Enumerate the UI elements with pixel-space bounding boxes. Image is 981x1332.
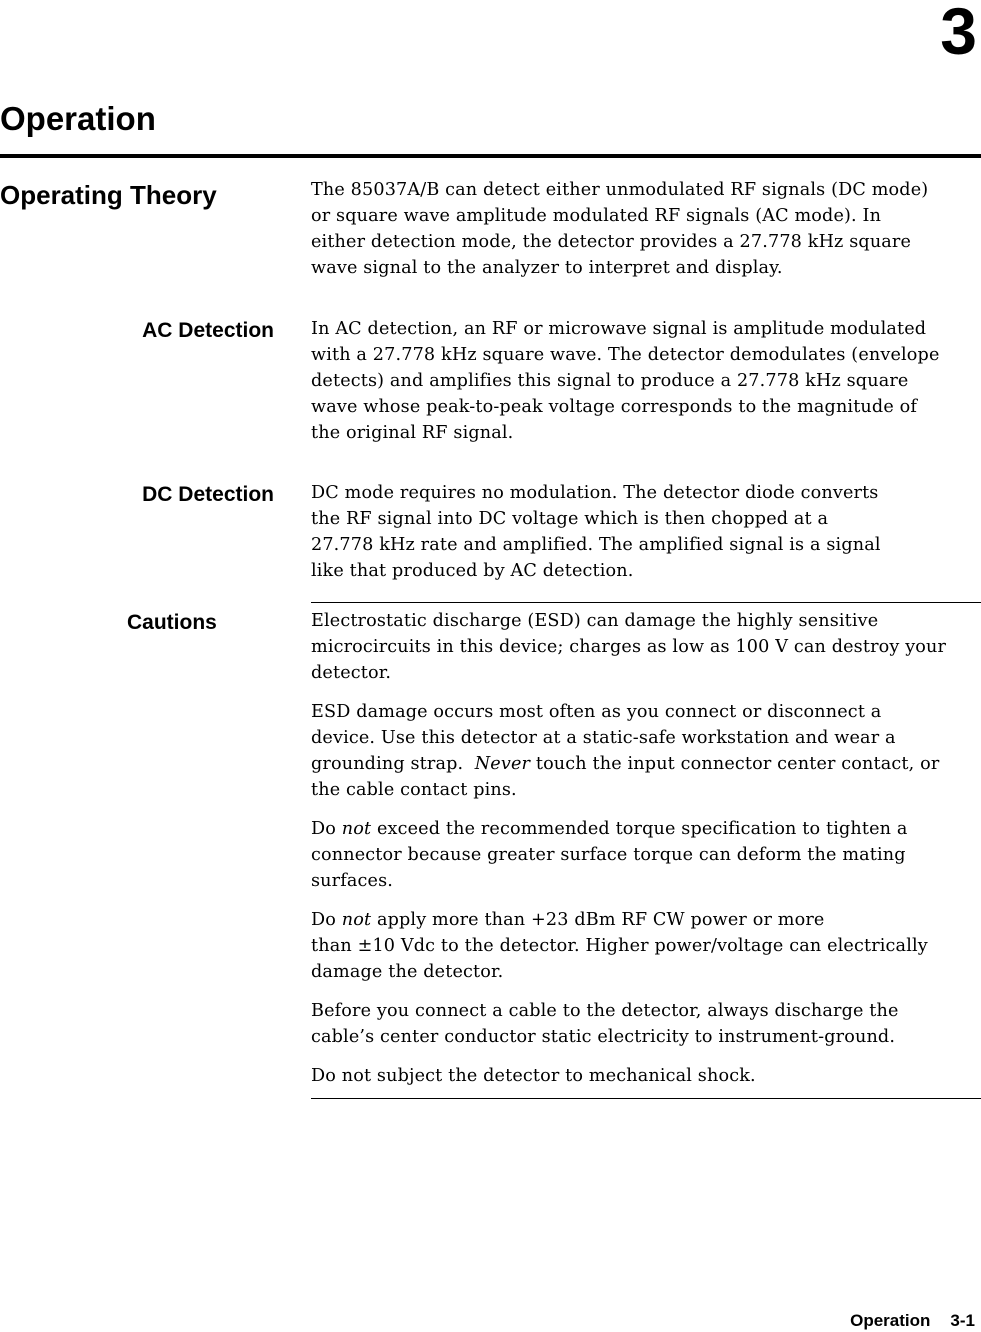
text-line: than ±10 Vdc to the detector. Higher power/voltage can electrically: [311, 936, 928, 956]
text-line: wave whose peak-to-peak voltage corresponds to the magnitude of: [311, 397, 918, 417]
text-line: with a 27.778 kHz square wave. The detector demodulates (envelope: [311, 345, 940, 365]
text-line: like that produced by AC detection.: [311, 561, 634, 581]
cautions-body: [311, 608, 981, 1089]
text-line: the original RF signal.: [311, 423, 514, 443]
text-line: [311, 751, 981, 777]
dc-detection-body: [311, 480, 981, 584]
dc-detection-heading: DC Detection: [142, 483, 274, 506]
operating-theory-heading: Operating Theory: [0, 180, 217, 210]
emphasis-never: Never: [474, 754, 531, 774]
text-line: [311, 907, 981, 933]
text-line: device. Use this detector at a static-safe workstation and wear a: [311, 728, 896, 748]
operating-theory-body: [311, 177, 981, 281]
text-line: or square wave amplitude modulated RF signals (AC mode). In: [311, 206, 882, 226]
cautions-top-rule: [311, 602, 981, 603]
chapter-title: Operation: [0, 100, 156, 137]
text-line: the RF signal into DC voltage which is then chopped at a: [311, 509, 829, 529]
page-number: 3-1: [950, 1311, 975, 1330]
footer-section-name: Operation: [850, 1311, 931, 1330]
text-line: either detection mode, the detector provides a 27.778 kHz square: [311, 232, 912, 252]
cautions-bottom-rule: [311, 1098, 981, 1099]
text-line: microcircuits in this device; charges as low as 100 V can destroy your: [311, 637, 947, 657]
text-line: In AC detection, an RF or microwave signal is amplitude modulated: [311, 319, 927, 339]
text-line: damage the detector.: [311, 962, 504, 982]
text-line: 27.778 kHz rate and amplified. The amplified signal is a signal: [311, 535, 881, 555]
text-line: surfaces.: [311, 871, 394, 891]
text-run: Do: [311, 819, 336, 839]
title-rule: [0, 154, 981, 158]
text-run: Do: [311, 910, 336, 930]
text-line: Do not subject the detector to mechanical shock.: [311, 1066, 756, 1086]
text-line: wave signal to the analyzer to interpret and display.: [311, 258, 783, 278]
emphasis-not: not: [341, 819, 372, 839]
text-line: connector because greater surface torque can deform the mating: [311, 845, 906, 865]
text-line: [311, 816, 981, 842]
text-line: detects) and amplifies this signal to produce a 27.778 kHz square: [311, 371, 909, 391]
chapter-number: 3: [940, 0, 977, 68]
text-line: Electrostatic discharge (ESD) can damage the highly sensitive: [311, 611, 879, 631]
cautions-heading: Cautions: [127, 611, 217, 634]
text-run: exceed the recommended torque specification to tighten a: [376, 819, 908, 839]
text-line: the cable contact pins.: [311, 780, 517, 800]
page-footer: [850, 1312, 975, 1329]
ac-detection-heading: AC Detection: [142, 319, 274, 342]
text-line: Before you connect a cable to the detector, always discharge the: [311, 1001, 899, 1021]
emphasis-not: not: [341, 910, 372, 930]
text-line: detector.: [311, 663, 392, 683]
ac-detection-body: [311, 316, 981, 446]
text-run: grounding strap.: [311, 754, 464, 774]
text-line: The 85037A/B can detect either unmodulated RF signals (DC mode): [311, 180, 929, 200]
text-run: touch the input connector center contact, or: [535, 754, 940, 774]
text-line: DC mode requires no modulation. The detector diode converts: [311, 483, 879, 503]
text-line: cable’s center conductor static electricity to instrument-ground.: [311, 1027, 896, 1047]
text-line: ESD damage occurs most often as you connect or disconnect a: [311, 702, 882, 722]
text-run: apply more than +23 dBm RF CW power or more: [376, 910, 825, 930]
